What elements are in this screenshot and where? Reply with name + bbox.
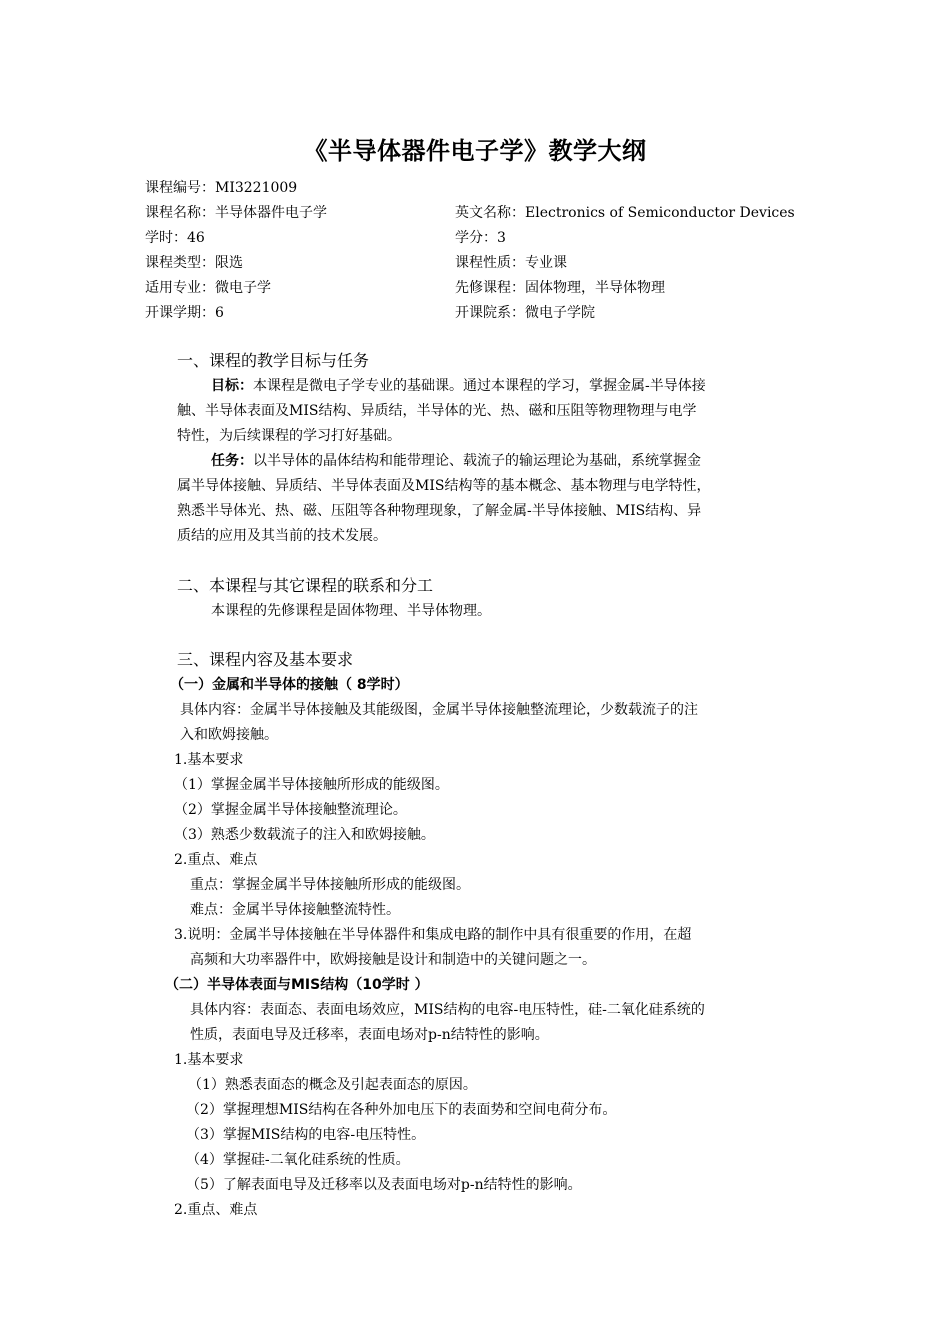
semester: 开课学期：6 xyxy=(145,305,224,321)
list-item: （2）掌握理想MIS结构在各种外加电压下的表面势和空间电荷分布。 xyxy=(186,1102,617,1118)
paragraph-line: 特性，为后续课程的学习打好基础。 xyxy=(177,428,401,444)
course-info-row xyxy=(145,251,825,276)
paragraph-line: 属半导体接触、异质结、半导体表面及MIS结构等的基本概念、基本物理与电学特性， xyxy=(177,478,711,494)
paragraph-line: 本课程的先修课程是固体物理、半导体物理。 xyxy=(211,603,491,619)
course-code: 课程编号：MI3221009 xyxy=(145,180,298,196)
subsection-heading: （二）半导体表面与MIS结构（10学时 ） xyxy=(165,977,429,993)
english-name: 英文名称：Electronics of Semiconductor Devices xyxy=(455,205,795,221)
list-item: （1）熟悉表面态的概念及引起表面态的原因。 xyxy=(188,1077,477,1093)
paragraph-line: 高频和大功率器件中，欧姆接触是设计和制造中的关键问题之一。 xyxy=(190,952,596,968)
section-heading: 二、本课程与其它课程的联系和分工 xyxy=(177,576,434,595)
prerequisite-courses: 先修课程：固体物理，半导体物理 xyxy=(455,280,665,296)
list-heading: 1.基本要求 xyxy=(174,1052,244,1068)
department: 开课院系：微电子学院 xyxy=(455,305,595,321)
list-item: （5）了解表面电导及迁移率以及表面电场对p-n结特性的影响。 xyxy=(186,1177,582,1193)
list-heading: 1.基本要求 xyxy=(174,752,244,768)
section-heading: 一、课程的教学目标与任务 xyxy=(177,351,370,370)
list-item: （4）掌握硅-二氧化硅系统的性质。 xyxy=(186,1152,410,1168)
goal-text: 本课程是微电子学专业的基础课。通过本课程的学习，掌握金属-半导体接 xyxy=(253,378,706,394)
course-info-row xyxy=(145,201,825,226)
list-heading: 2.重点、难点 xyxy=(174,1202,258,1218)
task-text: 以半导体的晶体结构和能带理论、载流子的输运理论为基础，系统掌握金 xyxy=(253,453,701,469)
document-title: 《半导体器件电子学》教学大纲 xyxy=(303,137,647,165)
course-info-row xyxy=(145,301,825,326)
paragraph-line: 入和欧姆接触。 xyxy=(180,727,278,743)
paragraph-line: 触、半导体表面及MIS结构、异质结，半导体的光、热、磁和压阻等物理物理与电学 xyxy=(177,403,697,419)
list-item: （1）掌握金属半导体接触所形成的能级图。 xyxy=(174,777,449,793)
course-name: 课程名称：半导体器件电子学 xyxy=(145,205,327,221)
paragraph-line: 3.说明：金属半导体接触在半导体器件和集成电路的制作中具有很重要的作用，在超 xyxy=(174,927,692,943)
list-item: （3）掌握MIS结构的电容-电压特性。 xyxy=(186,1127,426,1143)
task-label: 任务： xyxy=(211,453,253,469)
paragraph-line: 熟悉半导体光、热、磁、压阻等各种物理现象，了解金属-半导体接触、MIS结构、异 xyxy=(177,503,702,519)
course-info xyxy=(145,176,825,326)
list-heading: 2.重点、难点 xyxy=(174,852,258,868)
list-item: （2）掌握金属半导体接触整流理论。 xyxy=(174,802,407,818)
course-credits: 学分：3 xyxy=(455,230,506,246)
paragraph-line: 性质，表面电导及迁移率，表面电场对p-n结特性的影响。 xyxy=(190,1027,549,1043)
course-type: 课程类型：限选 xyxy=(145,255,243,271)
list-item: 难点：金属半导体接触整流特性。 xyxy=(190,902,400,918)
course-info-row xyxy=(145,276,825,301)
course-hours: 学时：46 xyxy=(145,230,205,246)
course-info-row xyxy=(145,226,825,251)
subsection-heading: （一）金属和半导体的接触（ 8学时） xyxy=(170,677,409,693)
paragraph-line xyxy=(211,449,701,474)
list-item: 重点：掌握金属半导体接触所形成的能级图。 xyxy=(190,877,470,893)
paragraph-line: 具体内容：金属半导体接触及其能级图，金属半导体接触整流理论，少数载流子的注 xyxy=(180,702,698,718)
course-info-row xyxy=(145,176,825,201)
paragraph-line: 具体内容：表面态、表面电场效应，MIS结构的电容-电压特性，硅-二氧化硅系统的 xyxy=(190,1002,705,1018)
goal-label: 目标： xyxy=(211,378,253,394)
section-heading: 三、课程内容及基本要求 xyxy=(177,650,354,669)
list-item: （3）熟悉少数载流子的注入和欧姆接触。 xyxy=(174,827,435,843)
applicable-major: 适用专业：微电子学 xyxy=(145,280,271,296)
course-nature: 课程性质：专业课 xyxy=(455,255,567,271)
paragraph-line: 质结的应用及其当前的技术发展。 xyxy=(177,528,387,544)
paragraph-line xyxy=(211,374,706,399)
